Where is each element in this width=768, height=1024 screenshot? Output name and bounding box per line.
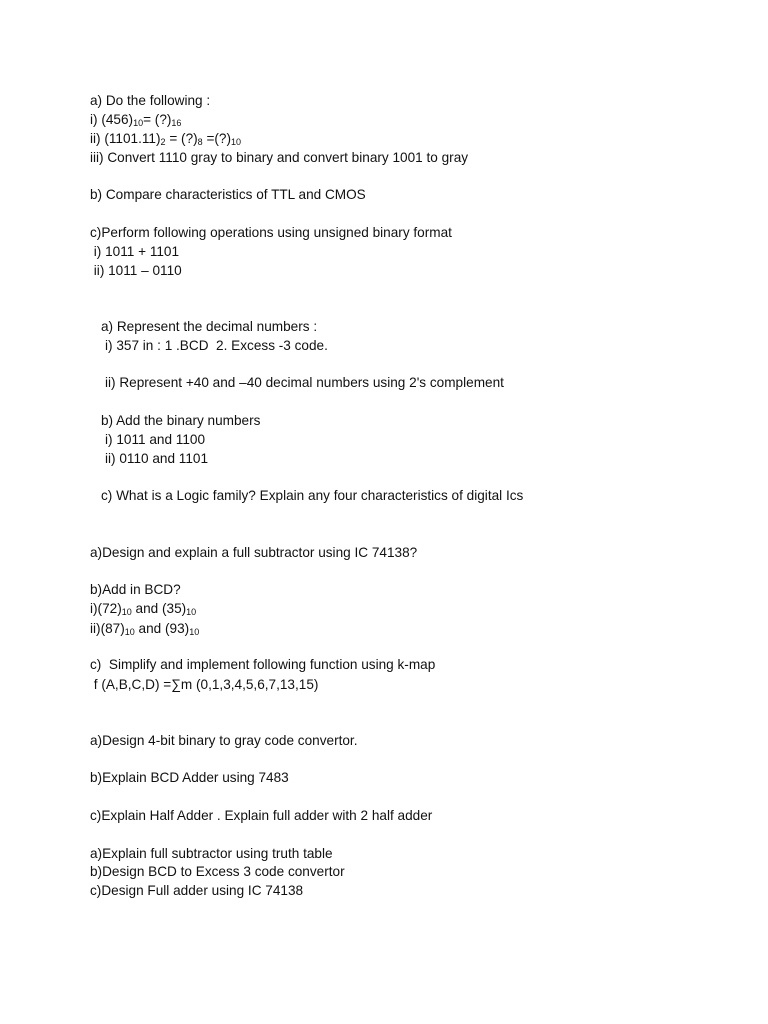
- s3-c-func: f (A,B,C,D) =∑m (0,1,3,4,5,6,7,13,15): [90, 677, 319, 692]
- s2-c: c) What is a Logic family? Explain any four characteristics of digital Ics: [101, 488, 524, 503]
- s1-a-iii: iii) Convert 1110 gray to binary and convert binary 1001 to gray: [90, 150, 469, 165]
- s3-a: a)Design and explain a full subtractor using IC 74138?: [90, 545, 418, 560]
- s1-c-ii: ii) 1011 – 0110: [90, 263, 182, 278]
- s2-b-title: b) Add the binary numbers: [101, 413, 261, 428]
- s2-a-title: a) Represent the decimal numbers :: [101, 319, 318, 334]
- s1-a-title: a) Do the following :: [90, 93, 211, 108]
- s4-a: a)Design 4-bit binary to gray code convertor.: [90, 733, 358, 748]
- s2-b-i: i) 1011 and 1100: [105, 432, 206, 447]
- s5-b: b)Design BCD to Excess 3 code convertor: [90, 864, 345, 879]
- s1-b: b) Compare characteristics of TTL and CMOS: [90, 187, 366, 202]
- s5-c: c)Design Full adder using IC 74138: [90, 883, 304, 898]
- s1-c-i: i) 1011 + 1101: [90, 244, 180, 259]
- s3-b-title: b)Add in BCD?: [90, 582, 181, 597]
- s5-a: a)Explain full subtractor using truth table: [90, 846, 333, 861]
- s4-c: c)Explain Half Adder . Explain full adder with 2 half adder: [90, 808, 433, 823]
- s1-c-title: c)Perform following operations using unsigned binary format: [90, 225, 452, 240]
- s3-c-title: c) Simplify and implement following function using k-map: [90, 657, 436, 672]
- s2-a-i: i) 357 in : 1 .BCD 2. Excess -3 code.: [105, 338, 328, 353]
- s3-b-i: $i)(72)_{10}$ and $(35)_{10}$: [90, 601, 197, 617]
- s4-b: b)Explain BCD Adder using 7483: [90, 770, 289, 785]
- s1-a-ii: ii) $(1101.11)_2$ = $(?)_8$ $=(?)_{10}$: [90, 131, 242, 147]
- s1-a-i: i) $(456)_{10}=$ $(?)_{16}$: [90, 112, 182, 128]
- s3-b-ii: $ii)(87)_{10}$ and $(93)_{10}$: [90, 621, 200, 637]
- s2-a-ii: ii) Represent +40 and –40 decimal numbers using 2's complement: [105, 375, 504, 390]
- s2-b-ii: ii) 0110 and 1101: [105, 451, 209, 466]
